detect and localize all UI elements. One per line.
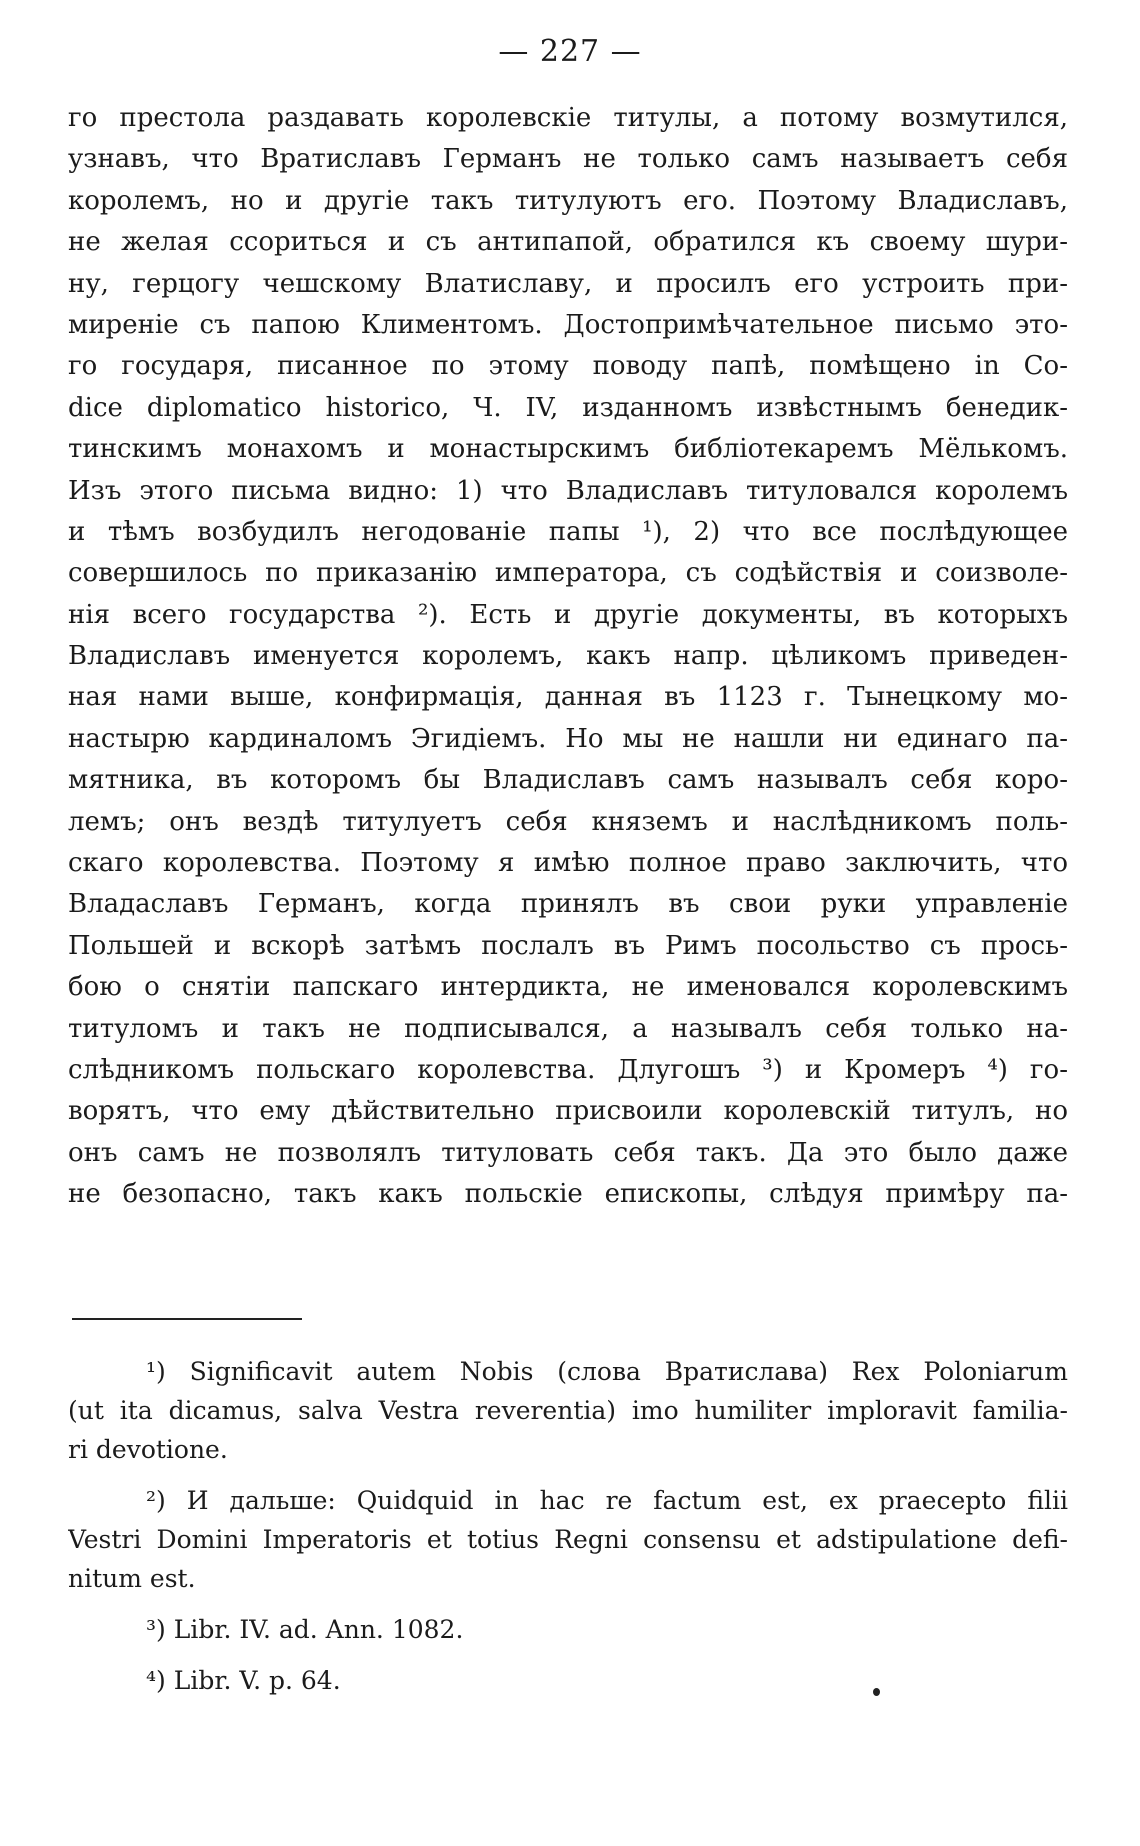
text-line: го престола раздавать королевскіе титулы, а потому возмутился, — [68, 103, 1068, 133]
text-line: мятника, въ которомъ бы Владиславъ самъ называлъ себя коро- — [68, 765, 1068, 796]
text-line: нія всего государства ²). Есть и другіе документы, въ которыхъ — [68, 599, 1068, 630]
ink-speck — [873, 1688, 880, 1696]
text-line: совершилось по приказанію императора, съ содѣйствія и соизволе- — [68, 558, 1068, 589]
footnote-line: ³) Libr. IV. ad. Ann. 1082. — [146, 1615, 464, 1644]
text-line: dice diplomatico historico, Ч. IV, изданномъ извѣстнымъ бенедик- — [68, 392, 1068, 423]
footnote-line: ²) И дальше: Quidquid in hac re factum est, ex praecepto filii — [146, 1486, 1068, 1515]
footnotes — [68, 1352, 1068, 1712]
footnote-line: Vestri Domini Imperatoris et totius Regni consensu et adstipulatione defi- — [68, 1525, 1068, 1554]
text-line: го государя, писанное по этому поводу папѣ, помѣщено in Co- — [68, 351, 1068, 382]
footnote-2 — [68, 1481, 1068, 1598]
text-line: узнавъ, что Вратиславъ Германъ не только самъ называетъ себя — [68, 144, 1068, 175]
footnote-4 — [68, 1661, 1068, 1700]
text-line: ворятъ, что ему дѣйствительно присвоили королевскій титулъ, но — [68, 1096, 1068, 1127]
text-line: настырю кардиналомъ Эгидіемъ. Но мы не нашли ни единаго па- — [68, 723, 1068, 754]
text-line: слѣдникомъ польскаго королевства. Длугошъ ³) и Кромеръ ⁴) го- — [68, 1054, 1068, 1085]
text-line: онъ самъ не позволялъ титуловать себя такъ. Да это было даже — [68, 1137, 1068, 1168]
text-line: Польшей и вскорѣ затѣмъ послалъ въ Римъ посольство съ прось- — [68, 930, 1068, 961]
main-text — [68, 98, 1068, 1216]
text-line: не желая ссориться и съ антипапой, обратился къ своему шури- — [68, 227, 1068, 258]
footnote-3 — [68, 1610, 1068, 1649]
text-line: титуломъ и такъ не подписывался, а называлъ себя только на- — [68, 1013, 1068, 1044]
text-line: бою о снятіи папскаго интердикта, не именовался королевскимъ — [68, 972, 1068, 1003]
text-line: Владаславъ Германъ, когда принялъ въ свои руки управленіе — [68, 889, 1068, 920]
text-line: тинскимъ монахомъ и монастырскимъ библіотекаремъ Мёлькомъ. — [68, 434, 1068, 465]
text-line: не безопасно, такъ какъ польскіе епископы, слѣдуя примѣру па- — [68, 1179, 1068, 1210]
footnote-line: ¹) Significavit autem Nobis (слова Вратислава) Rex Poloniarum — [146, 1357, 1068, 1386]
footnote-1 — [68, 1352, 1068, 1469]
footnote-line: ⁴) Libr. V. p. 64. — [146, 1666, 341, 1695]
text-line: ну, герцогу чешскому Влатиславу, и просилъ его устроить при- — [68, 268, 1068, 299]
text-line: королемъ, но и другіе такъ титулуютъ его. Поэтому Владиславъ, — [68, 185, 1068, 216]
text-line: и тѣмъ возбудилъ негодованіе папы ¹), 2) что все послѣдующее — [68, 516, 1068, 547]
text-line: лемъ; онъ вездѣ титулуетъ себя княземъ и наслѣдникомъ поль- — [68, 806, 1068, 837]
footnote-line: ri devotione. — [68, 1435, 228, 1464]
footnote-line: (ut ita dicamus, salva Vestra reverentia) imo humiliter imploravit familia- — [68, 1396, 1068, 1425]
text-line: Владиславъ именуется королемъ, какъ напр. цѣликомъ приведен- — [68, 641, 1068, 672]
footnote-divider — [72, 1318, 302, 1320]
text-line: Изъ этого письма видно: 1) что Владиславъ титуловался королемъ — [68, 475, 1068, 506]
text-line: ная нами выше, конфирмація, данная въ 1123 г. Тынецкому мо- — [68, 682, 1068, 713]
text-line: миреніе съ папою Климентомъ. Достопримѣчательное письмо это- — [68, 309, 1068, 340]
page-number: — 227 — — [498, 34, 642, 69]
footnote-line: nitum est. — [68, 1564, 196, 1593]
text-line: скаго королевства. Поэтому я имѣю полное право заключить, что — [68, 848, 1068, 879]
